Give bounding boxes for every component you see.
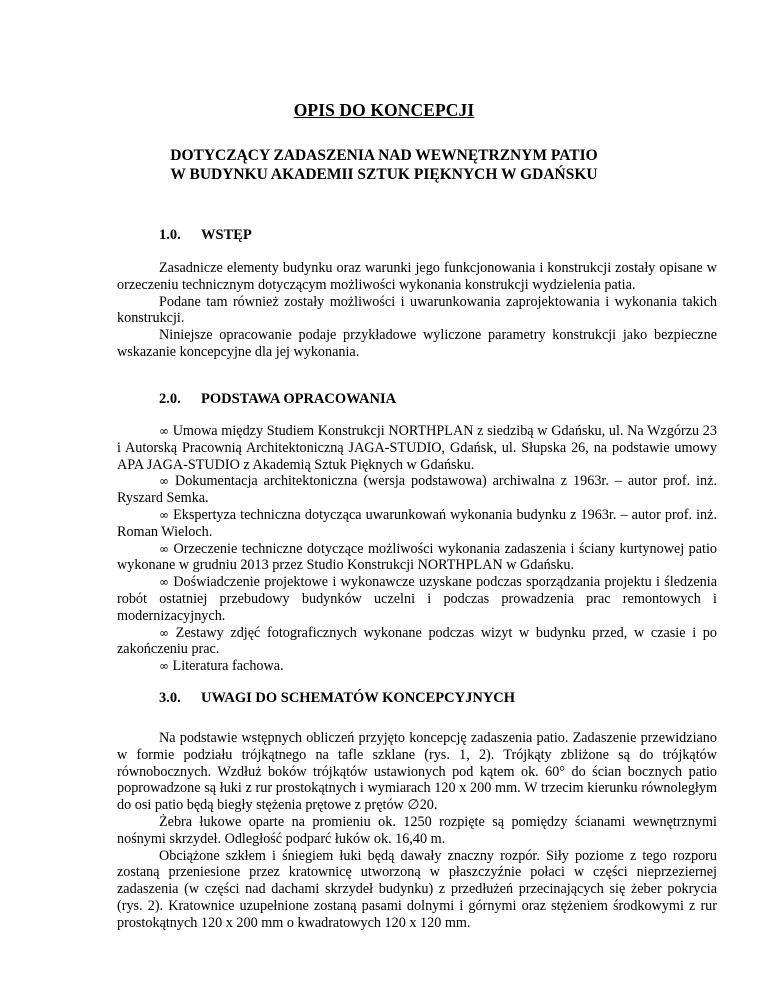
list-item-text: Literatura fachowa. (172, 658, 284, 675)
infinity-bullet-icon: ∞ (159, 625, 169, 640)
infinity-bullet-icon: ∞ (159, 474, 169, 489)
list-item-text: Zestawy zdjęć fotograficznych wykonane podczas wizyt w budynku przed, w czasie i po zakończeniu prac. (117, 624, 717, 658)
list-item-text: Orzeczenie techniczne dotyczące możliwości wykonania zadaszenia i ściany kurtynowej patio wykonane w grudniu 2013 przez Studio Konstrukcji NORTHPLAN w Gdańsku. (117, 540, 718, 574)
section-1-paragraph: Podane tam również zostały możliwości i uwarunkowania zaprojektowania i wykonania takich konstrukcji. (117, 293, 717, 327)
section-3-paragraph: Żebra łukowe oparte na promieniu ok. 1250 rozpięte są pomiędzy ścianami wewnętrznymi nośnymi skrzydeł. Odległość podparć łuków ok. 16,40 m. (117, 813, 717, 847)
section-1-paragraph: Zasadnicze elementy budynku oraz warunki jego funkcjonowania i konstrukcji zostały opisane w orzeczeniu technicznym dotyczącym możliwości wykonania konstrukcji wydzielenia patia. (117, 260, 717, 293)
section-3-number: 3.0. (159, 690, 181, 706)
section-3-title: UWAGI DO SCHEMATÓW KONCEPCYJNYCH (201, 690, 516, 706)
subtitle-line-1: DOTYCZĄCY ZADASZENIA NAD WEWNĘTRZNYM PATIO (170, 147, 598, 164)
list-item (117, 625, 717, 659)
section-2-heading (159, 391, 396, 408)
section-1-paragraph: Niniejsze opracowanie podaje przykładowe wyliczone parametry konstrukcji jako bezpieczne wskazanie koncepcyjne dla jej wykonania. (117, 327, 717, 360)
section-3-heading (159, 690, 515, 707)
list-item-text: Doświadczenie projektowe i wykonawcze uzyskane podczas sporządzania projektu i śledzenia robót ostatniej przebudowy budynków uczelni i podczas prowadzenia prac remontowych i modernizacyjnych. (117, 574, 718, 624)
list-item (117, 658, 717, 675)
section-1-heading (159, 227, 252, 244)
document-subtitle (0, 146, 768, 184)
list-item-text: Ekspertyza techniczna dotycząca uwarunkowań wykonania budynku z 1963r. – autor prof. inż. Roman Wieloch. (117, 506, 717, 540)
section-1-title: WSTĘP (201, 227, 252, 243)
document-title: OPIS DO KONCEPCJI (293, 100, 475, 120)
section-3-paragraph: Na podstawie wstępnych obliczeń przyjęto koncepcję zadaszenia patio. Zadaszenie przewidziano w formie podziału trójkątnego na tafle szklane (rys. 1, 2). Trójkąty zbliżone są do trójkątów równobocznych. Wzdłuż boków trójkątów ustawionych pod kątem ok. 60° do ścian bocznych patio poprowadzone są łuki z rur prostokątnych i wymiarach 120 x 200 mm. W trzecim kierunku równoległym do osi patio będą biegły stężenia prętowe z prętów ∅20. (117, 730, 717, 814)
section-2-title: PODSTAWA OPRACOWANIA (201, 391, 397, 407)
list-item (117, 574, 717, 624)
subtitle-line-2: W BUDYNKU AKADEMII SZTUK PIĘKNYCH W GDAŃSKU (170, 166, 598, 183)
section-1-body (117, 260, 717, 361)
section-2-body (117, 423, 717, 675)
infinity-bullet-icon: ∞ (159, 541, 169, 556)
section-3-body (117, 730, 717, 932)
list-item (117, 541, 717, 575)
list-item-text: Dokumentacja architektoniczna (wersja podstawowa) archiwalna z 1963r. – autor prof. inż. Ryszard Semka. (117, 473, 717, 507)
list-item-text: Umowa między Studiem Konstrukcji NORTHPLAN z siedzibą w Gdańsku, ul. Na Wzgórzu 23 i Autorską Pracownią Architektoniczną JAGA-STUDIO, Gdańsk, ul. Słupska 26, na podstawie umowy APA JAGA-STUDIO z Akademią Sztuk Pięknych w Gdańsku. (117, 423, 717, 473)
section-1-number: 1.0. (159, 227, 181, 243)
list-item (117, 473, 717, 507)
infinity-bullet-icon: ∞ (159, 424, 169, 438)
infinity-bullet-icon: ∞ (159, 507, 169, 522)
infinity-bullet-icon: ∞ (159, 575, 169, 590)
list-item (117, 507, 717, 541)
section-3-paragraph: Obciążone szkłem i śniegiem łuki będą dawały znaczny rozpór. Siły poziome z tego rozporu zostaną przeniesione przez kratownicę utworzoną w płaszczyźnie połaci w części nieprzeziernej zadaszenia (w części nad dachami skrzydeł budynku) z przedłużeń przecinających się żeber pokrycia (rys. 2). Kratownice uzupełnione zostaną pasami dolnymi i górnymi oraz stężeniem środkowymi z rur prostokątnych 120 x 200 mm o kwadratowych 120 x 120 mm. (117, 847, 717, 931)
section-2-number: 2.0. (159, 391, 181, 407)
infinity-bullet-icon: ∞ (159, 659, 169, 674)
list-item (117, 423, 717, 473)
